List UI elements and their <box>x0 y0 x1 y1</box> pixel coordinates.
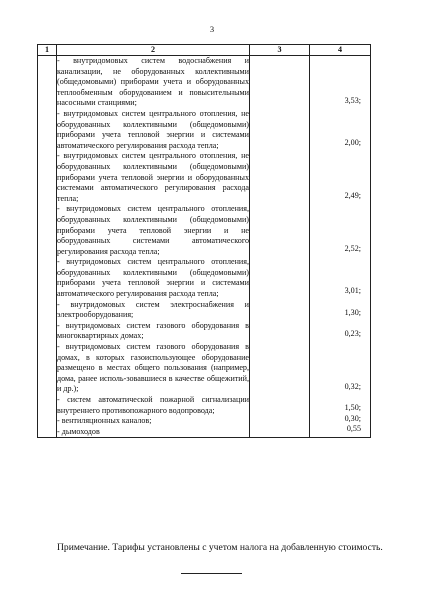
item-rate: 3,01; <box>344 286 361 296</box>
col-1-cell <box>38 56 57 438</box>
header-col-4: 4 <box>310 45 371 56</box>
item-description: - внутридомовых систем газового оборудования в многоквартирных домах; <box>57 320 249 341</box>
item-description: - внутридомовых систем центрального отопления, не оборудованных коллективными (общедомовыми) приборами учета тепловой энергии и оборудованных системами автоматического регулирования расхода тепла; <box>57 151 249 203</box>
rate-row <box>310 329 370 340</box>
page-number: 3 <box>209 24 215 34</box>
header-col-3: 3 <box>250 45 310 56</box>
item-rate: 2,49; <box>344 191 361 201</box>
item-rate: 3,53; <box>344 95 361 105</box>
item-description: - внутридомовых систем водоснабжения и канализации, не оборудованных коллективными (общедомовыми) приборами учета и оборудованных теплообменным оборудованием и повысительными насосными станциями; <box>57 56 249 108</box>
item-rate: 0,55 <box>346 424 361 434</box>
item-description: - систем автоматической пожарной сигнализации внутреннего противопожарного водопровода; <box>57 395 249 415</box>
rate-row <box>310 191 370 202</box>
rate-row <box>310 424 370 435</box>
item-description: - внутридомовых систем электроснабжения и электрооборудования; <box>57 299 249 320</box>
item-description: - вентиляционных каналов; <box>57 416 152 426</box>
rate-row <box>310 286 370 297</box>
footnote: Примечание. Тарифы установлены с учетом налога на добавленную стоимость. <box>57 542 383 553</box>
divider-line <box>181 573 242 574</box>
item-rate: 2,52; <box>344 244 361 254</box>
rate-row <box>310 414 370 425</box>
rate-row <box>310 138 370 149</box>
item-rate: 0,23; <box>344 328 361 338</box>
rate-row <box>310 308 370 319</box>
item-rate: 1,50; <box>344 402 361 412</box>
rate-row <box>310 403 370 414</box>
col-3-cell <box>250 56 310 438</box>
item-rate: 0,30; <box>344 413 361 423</box>
tariff-table <box>37 44 371 438</box>
description-cell <box>57 56 250 438</box>
table-header-row <box>38 45 371 56</box>
item-rate: 2,00; <box>344 138 361 148</box>
table-body-row <box>38 56 371 438</box>
header-col-2: 2 <box>57 45 250 56</box>
item-description: - дымоходов <box>57 426 100 436</box>
item-rate: 1,30; <box>344 307 361 317</box>
item-description: - внутридомовых систем центрального отопления, не оборудованных коллективными (общедомовыми) приборами учета тепловой энергии и системами автоматического регулирования расхода тепла; <box>57 108 249 150</box>
rates-cell <box>310 56 371 438</box>
rate-row <box>310 96 370 107</box>
rate-row <box>310 382 370 393</box>
item-description: - внутридомовых систем центрального отопления, оборудованных коллективными (общедомовыми) приборами учета тепловой энергии и системами автоматического регулирования расхода тепла; <box>57 257 249 299</box>
item-description: - внутридомовых систем центрального отопления, оборудованных коллективными (общедомовыми) приборами учета тепловой энергии и не оборудованных системами автоматического регулирования расхода тепла; <box>57 204 249 256</box>
item-description: - внутридомовых систем газового оборудования в домах, в которых газоиспользующее оборудование размещено в местах общего пользования (например, дома, ранее исполь-зовавшиеся в качестве общежитий, и др.); <box>57 342 249 394</box>
rate-row <box>310 244 370 255</box>
item-rate: 0,32; <box>344 381 361 391</box>
header-col-1: 1 <box>38 45 57 56</box>
